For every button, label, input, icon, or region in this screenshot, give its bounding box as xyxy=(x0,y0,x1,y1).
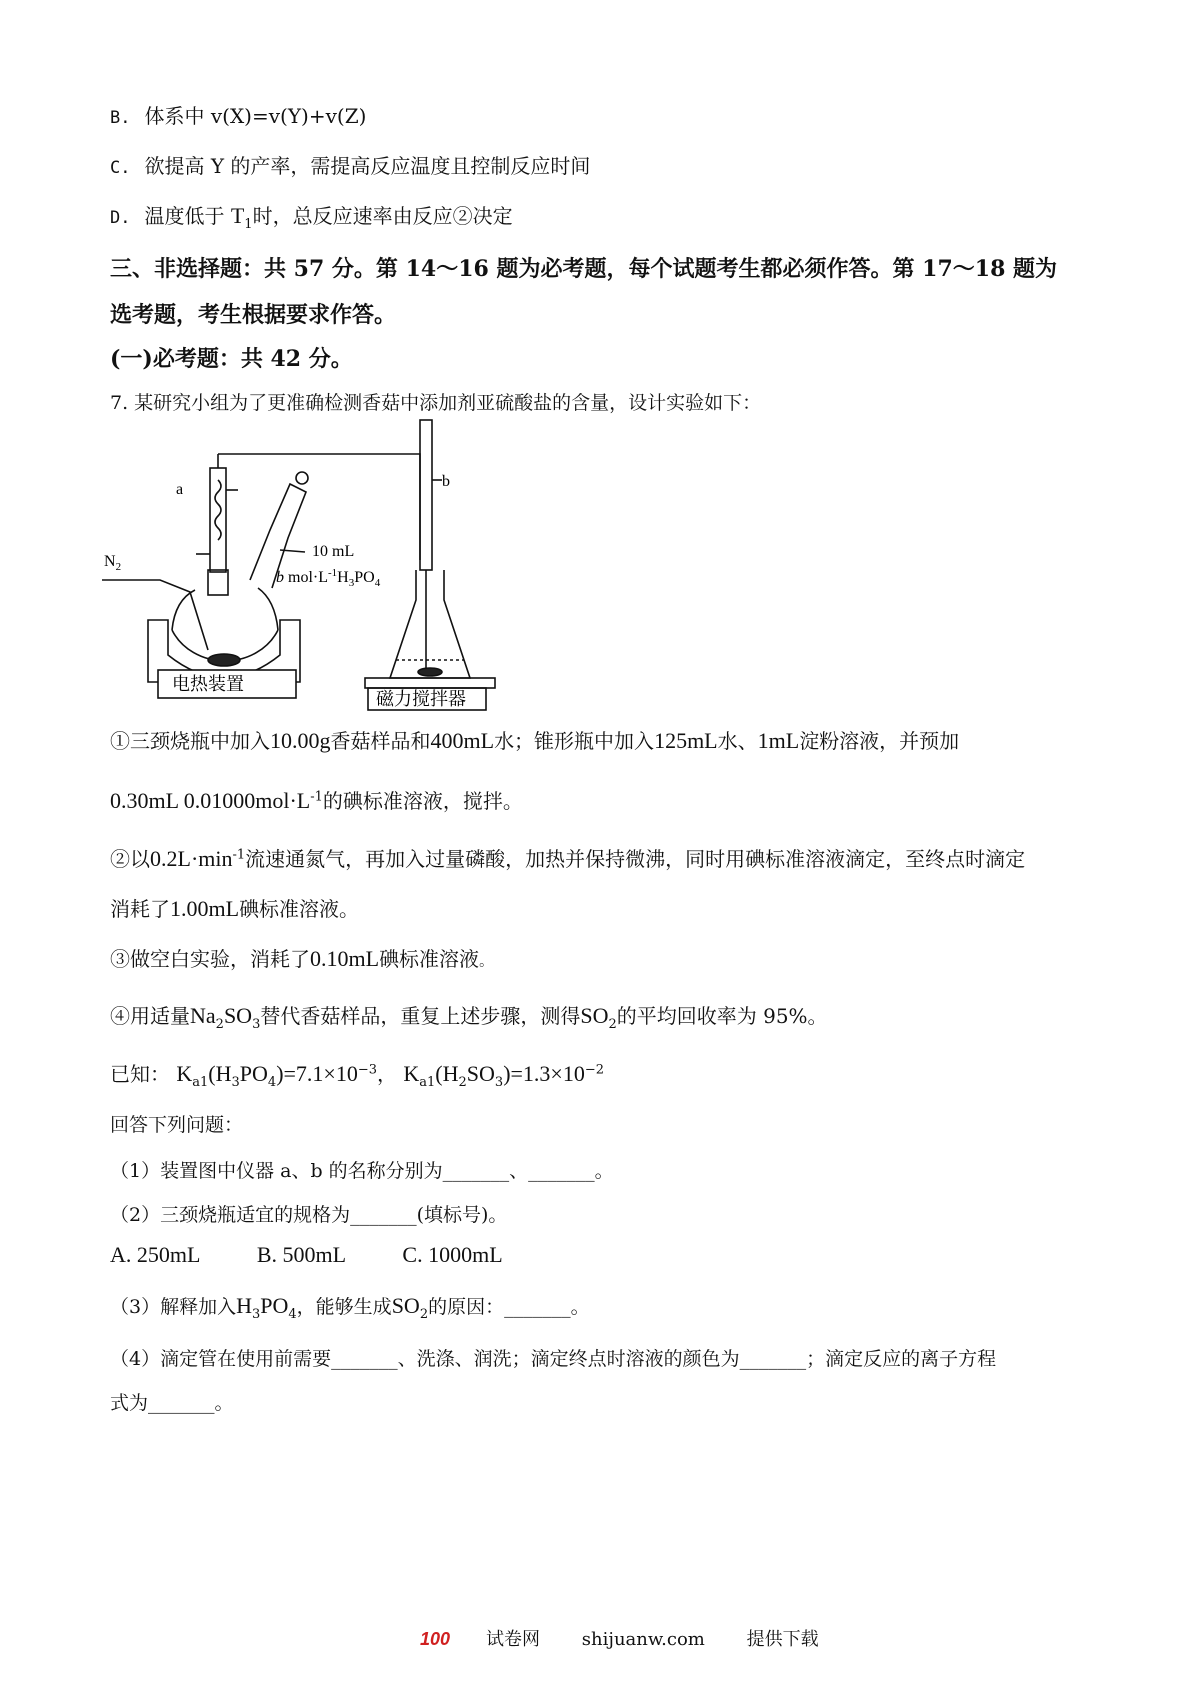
step-2-line2 xyxy=(110,893,359,922)
label-concentration: b $mol\cdot L^{-1}H_3PO_4$ xyxy=(276,567,381,589)
known-k2-sub2: 3 xyxy=(494,1075,504,1090)
flask-right xyxy=(258,588,278,630)
label-b: b xyxy=(442,473,450,490)
known-k2-value: )=1.3×10 xyxy=(503,1061,585,1086)
step-4 xyxy=(110,1000,828,1032)
step-2-volume: 1.00mL xyxy=(170,896,240,921)
choice-a: A. 250mL xyxy=(110,1242,201,1267)
option-c xyxy=(110,150,590,179)
option-b-label: B. xyxy=(110,108,131,128)
step-1-iodine-amount: 0.30mL 0.01000mol·L xyxy=(110,788,311,813)
step-4-so-sub: 3 xyxy=(252,1017,261,1032)
known-k1-exp: −3 xyxy=(357,1062,377,1078)
step-2-line1 xyxy=(110,843,1025,872)
option-d xyxy=(110,200,513,232)
footer-download: 提供下载 xyxy=(746,1629,819,1650)
known-k1-value: )=7.1×10 xyxy=(276,1061,358,1086)
burette-body xyxy=(420,420,432,570)
condenser-body xyxy=(210,468,226,572)
known-k2-exp: −2 xyxy=(584,1062,604,1078)
condenser-coil xyxy=(215,480,221,540)
question-stem: 7. 某研究小组为了更准确检测香菇中添加剂亚硫酸盐的含量，设计实验如下： xyxy=(110,392,762,414)
known-k1-sub: a1 xyxy=(192,1075,209,1090)
step-1-text-e: 淀粉溶液，并预加 xyxy=(799,729,960,753)
apparatus-drawing xyxy=(102,420,495,710)
q3-text-c: 的原因：_______。 xyxy=(428,1296,590,1318)
known-k1: K xyxy=(176,1061,193,1086)
erlenmeyer-flask xyxy=(390,570,470,678)
apparatus-diagram xyxy=(100,450,520,710)
option-d-text-post: 时，总反应速率由反应②决定 xyxy=(252,204,513,228)
step-1-exp: -1 xyxy=(310,789,323,805)
flask-neck xyxy=(208,570,228,595)
known-k1-sub2: 4 xyxy=(267,1075,277,1090)
step-4-text-b: 替代香菇样品，重复上述步骤，测得 xyxy=(260,1004,581,1028)
q3-text-b: ，能够生成 xyxy=(296,1296,392,1318)
step-2-line2-a: 消耗了 xyxy=(110,897,170,921)
step-4-text-a: ④用适量 xyxy=(110,1004,190,1028)
step-3 xyxy=(110,943,493,972)
step-1-mass: 10.00g xyxy=(270,728,331,753)
label-n2: $N_2$ xyxy=(104,553,122,573)
step-1-line2-text: 的碘标准溶液，搅拌。 xyxy=(322,789,523,813)
step-4-so: SO xyxy=(223,1003,253,1028)
known-k1-sub1: 3 xyxy=(231,1075,240,1090)
label-heater: 电热装置 xyxy=(172,674,244,695)
label-stirrer: 磁力搅拌器 xyxy=(376,689,466,710)
n2-inlet xyxy=(102,580,208,650)
step-1-text-d: 水、 xyxy=(717,729,758,753)
q3-text-a: （3）解释加入 xyxy=(110,1296,237,1318)
option-d-t: T xyxy=(230,203,245,228)
known-k2-mid: SO xyxy=(466,1061,495,1086)
known-separator: ， xyxy=(377,1062,397,1086)
page-footer xyxy=(420,1625,855,1651)
step-2-rate-exp: -1 xyxy=(232,847,246,863)
option-d-text-pre: 温度低于 xyxy=(144,204,231,228)
option-b xyxy=(110,100,366,129)
footer-logo: 100 xyxy=(420,1629,451,1649)
step-3-text-b: 碘标准溶液 xyxy=(379,947,480,971)
step-2-line2-b: 碘标准溶液。 xyxy=(239,897,360,921)
step-2-rate: 0.2L·min xyxy=(150,846,233,871)
question-4-line2: 式为_______。 xyxy=(110,1392,234,1414)
known-k2-inner: (H xyxy=(435,1061,459,1086)
step-1-water: 400mL xyxy=(430,728,495,753)
choice-b: B. 500mL xyxy=(256,1242,347,1267)
section-heading-line2: 选考题，考生根据要求作答。 xyxy=(110,302,397,328)
step-3-text-a: ③做空白实验，消耗了 xyxy=(110,947,310,971)
step-4-na: Na xyxy=(190,1003,216,1028)
step-2-text-b: 流速通氮气，再加入过量磷酸，加热并保持微沸，同时用碘标准溶液滴定，至终点时滴定 xyxy=(245,847,1026,871)
step-4-so2: SO xyxy=(580,1003,609,1028)
step-1-text-a: ①三颈烧瓶中加入 xyxy=(110,729,270,753)
option-d-label: D. xyxy=(110,208,131,228)
q3-h: H xyxy=(236,1293,252,1318)
label-volume: 10 mL xyxy=(312,543,355,560)
q3-h-sub: 3 xyxy=(251,1306,261,1322)
step-4-so2-sub: 2 xyxy=(608,1017,617,1032)
step-1-starch: 1mL xyxy=(757,728,800,753)
step-1-text-b: 香菇样品和 xyxy=(330,729,431,753)
choice-c: C. 1000mL xyxy=(402,1242,503,1267)
known-label: 已知： xyxy=(110,1062,170,1086)
q3-so-sub: 2 xyxy=(419,1306,429,1322)
known-k1-inner: (H xyxy=(208,1061,232,1086)
section-sub-heading: (一)必考题：共 42 分。 xyxy=(110,346,353,372)
known-k2-sub: a1 xyxy=(419,1075,436,1090)
known-k1-mid: PO xyxy=(239,1061,268,1086)
question-4-line1: （4）滴定管在使用前需要_______、洗涤、润洗；滴定终点时溶液的颜色为_______；滴定反应的离子方程 xyxy=(110,1348,997,1370)
label-a: a xyxy=(176,481,184,498)
question-1: （1）装置图中仪器 a、b 的名称分别为_______、_______。 xyxy=(110,1160,614,1182)
option-d-t-sub: 1 xyxy=(244,217,253,232)
step-1-water2: 125mL xyxy=(654,728,718,753)
step-2-text-a: ②以 xyxy=(110,847,150,871)
question-2: （2）三颈烧瓶适宜的规格为_______(填标号)。 xyxy=(110,1204,508,1226)
known-k2-sub1: 2 xyxy=(458,1075,467,1090)
stirrer-plate xyxy=(365,678,495,688)
known-constants xyxy=(110,1058,604,1090)
q3-po-sub: 4 xyxy=(288,1306,297,1322)
sample-mass xyxy=(208,654,240,666)
known-k2: K xyxy=(403,1061,420,1086)
option-c-text: 欲提高 Y 的产率，需提高反应温度且控制反应时间 xyxy=(144,154,591,178)
footer-site xyxy=(420,1629,540,1650)
footer-url[interactable]: shijuanw.com xyxy=(581,1629,705,1650)
step-3-text-c: 。 xyxy=(479,954,494,970)
footer-site-name: 试卷网 xyxy=(486,1629,541,1650)
question-2-choices xyxy=(110,1242,553,1268)
section-heading-line1: 三、非选择题：共 57 分。第 14～16 题为必考题，每个试题考生都必须作答。第 17～18 题为 xyxy=(110,256,1058,282)
q3-po: PO xyxy=(260,1293,289,1318)
step-1-text-c: 水；锥形瓶中加入 xyxy=(494,729,655,753)
step-1-line2 xyxy=(110,785,523,814)
option-b-text: 体系中 v(X)=v(Y)+v(Z) xyxy=(144,104,367,128)
step-3-volume: 0.10mL xyxy=(310,946,380,971)
q3-so: SO xyxy=(391,1293,420,1318)
step-1-line1 xyxy=(110,725,959,754)
step-4-na-sub: 2 xyxy=(215,1017,224,1032)
step-4-text-c: 的平均回收率为 95%。 xyxy=(616,1004,828,1028)
answer-prompt: 回答下列问题： xyxy=(110,1114,244,1136)
question-3 xyxy=(110,1292,590,1322)
option-c-label: C. xyxy=(110,158,131,178)
